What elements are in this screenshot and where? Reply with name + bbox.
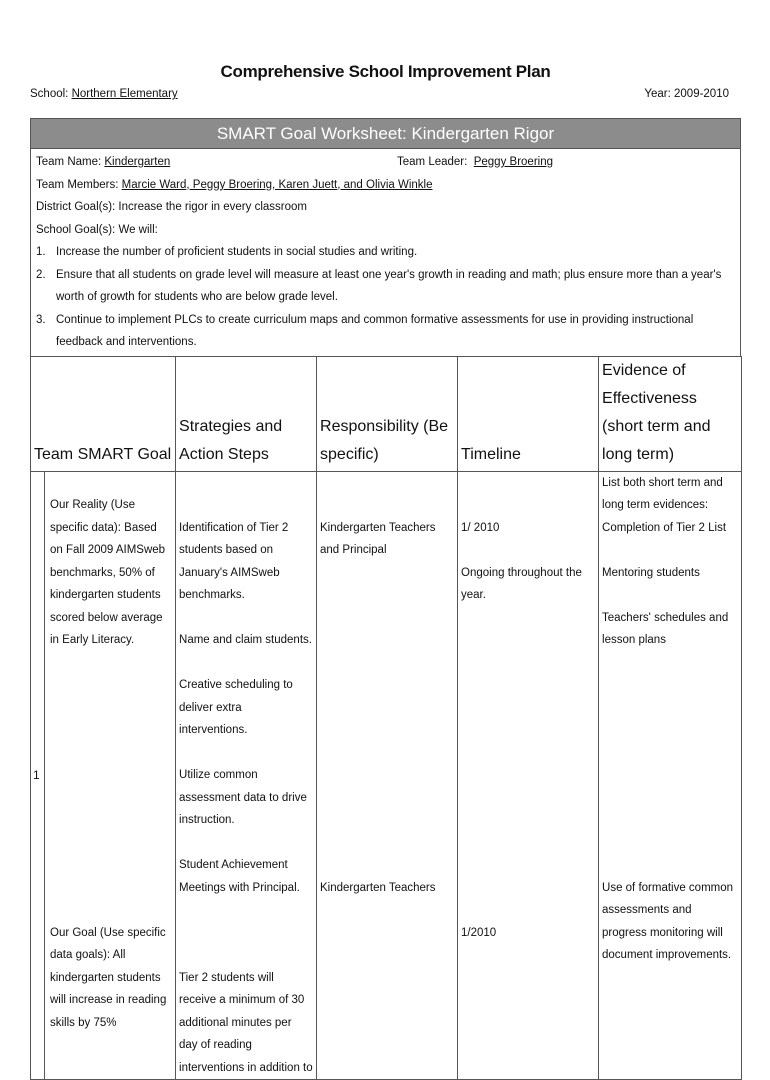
table-header-row: [31, 356, 742, 471]
list-item: [36, 241, 735, 264]
team-info-box: [30, 149, 741, 356]
header-responsibility: Responsibility (Be specific): [317, 356, 458, 471]
team-members: Marcie Ward, Peggy Broering, Karen Juett, and Olivia Winkle: [122, 174, 433, 197]
school-line: [30, 88, 178, 100]
district-goals: District Goal(s): Increase the rigor in every classroom: [36, 196, 735, 219]
evidence-cell: [599, 471, 742, 1080]
evidence-tier2: Completion of Tier 2 List: [602, 517, 738, 540]
worksheet-header: SMART Goal Worksheet: Kindergarten Rigor: [30, 118, 741, 149]
strategy-identification: Identification of Tier 2 students based on January's AIMSweb benchmarks.: [179, 517, 313, 607]
school-year: Year: 2009-2010: [644, 88, 729, 100]
header-team-smart-goal: Team SMART Goal: [31, 356, 176, 471]
responsibility-reality: Kindergarten Teachers and Principal: [320, 517, 454, 562]
evidence-intro: List both short term and long term evidences:: [602, 472, 738, 517]
team-leader: [397, 151, 553, 174]
goal-text: Continue to implement PLCs to create curriculum maps and common formative assessments for use in providing instructional feedback and interventions.: [56, 309, 735, 354]
team-leader-label: Team Leader:: [397, 156, 467, 168]
goal-text: Our Goal (Use specific data goals): All kindergarten students will increase in reading skills by 75%: [48, 922, 172, 1035]
strategy-name-claim: Name and claim students.: [179, 629, 313, 652]
strategies-cell: [176, 471, 317, 1080]
meta-row: [30, 88, 741, 100]
goal-number: 3.: [36, 309, 56, 354]
list-item: [36, 309, 735, 354]
strategy-tier2: Tier 2 students will receive a minimum of 30 additional minutes per day of reading interventions in addition to: [179, 967, 313, 1080]
header-strategies: Strategies and Action Steps: [176, 356, 317, 471]
table-row: [31, 471, 742, 1080]
school-name: Northern Elementary: [72, 88, 178, 100]
evidence-mentoring: Mentoring students: [602, 562, 738, 585]
strategy-assessment: Utilize common assessment data to drive instruction.: [179, 764, 313, 832]
smart-goal-table: [30, 356, 742, 1080]
goal-cell: [45, 471, 176, 1080]
header-evidence: Evidence of Effectiveness (short term and long term): [599, 356, 742, 471]
strategy-meetings: Student Achievement Meetings with Principal.: [179, 854, 313, 899]
team-leader-name: Peggy Broering: [474, 156, 553, 168]
list-item: [36, 264, 735, 309]
goal-text: Increase the number of proficient students in social studies and writing.: [56, 241, 735, 264]
responsibility-goal: Kindergarten Teachers: [320, 877, 454, 900]
document-title: Comprehensive School Improvement Plan: [30, 62, 741, 82]
team-name: Kindergarten: [104, 151, 170, 174]
goal-text: Ensure that all students on grade level will measure at least one year's growth in reading and math; plus ensure more than a year's worth of growth for students who are below grade level.: [56, 264, 735, 309]
goal-number: 1.: [36, 241, 56, 264]
school-goals-list: [36, 241, 735, 354]
row-number: 1: [31, 471, 45, 1080]
school-label: School:: [30, 88, 68, 100]
timeline-cell: [458, 471, 599, 1080]
strategy-scheduling: Creative scheduling to deliver extra interventions.: [179, 674, 313, 742]
document-page: [30, 62, 741, 1080]
team-name-row: [36, 151, 735, 174]
team-members-row: [36, 174, 735, 197]
goal-number: 2.: [36, 264, 56, 309]
evidence-goal: Use of formative common assessments and progress monitoring will document improvements.: [602, 877, 738, 967]
responsibility-cell: [317, 471, 458, 1080]
header-timeline: Timeline: [458, 356, 599, 471]
school-goals: School Goal(s): We will:: [36, 219, 735, 242]
reality-text: Our Reality (Use specific data): Based on Fall 2009 AIMSweb benchmarks, 50% of kindergarten students scored below average in Early Literacy.: [48, 494, 172, 652]
evidence-schedules: Teachers' schedules and lesson plans: [602, 607, 738, 652]
team-members-label: Team Members:: [36, 174, 118, 197]
timeline-goal: 1/2010: [461, 922, 595, 945]
timeline-ongoing: Ongoing throughout the year.: [461, 562, 595, 607]
timeline-reality: 1/ 2010: [461, 517, 595, 540]
team-name-label: Team Name:: [36, 151, 101, 174]
